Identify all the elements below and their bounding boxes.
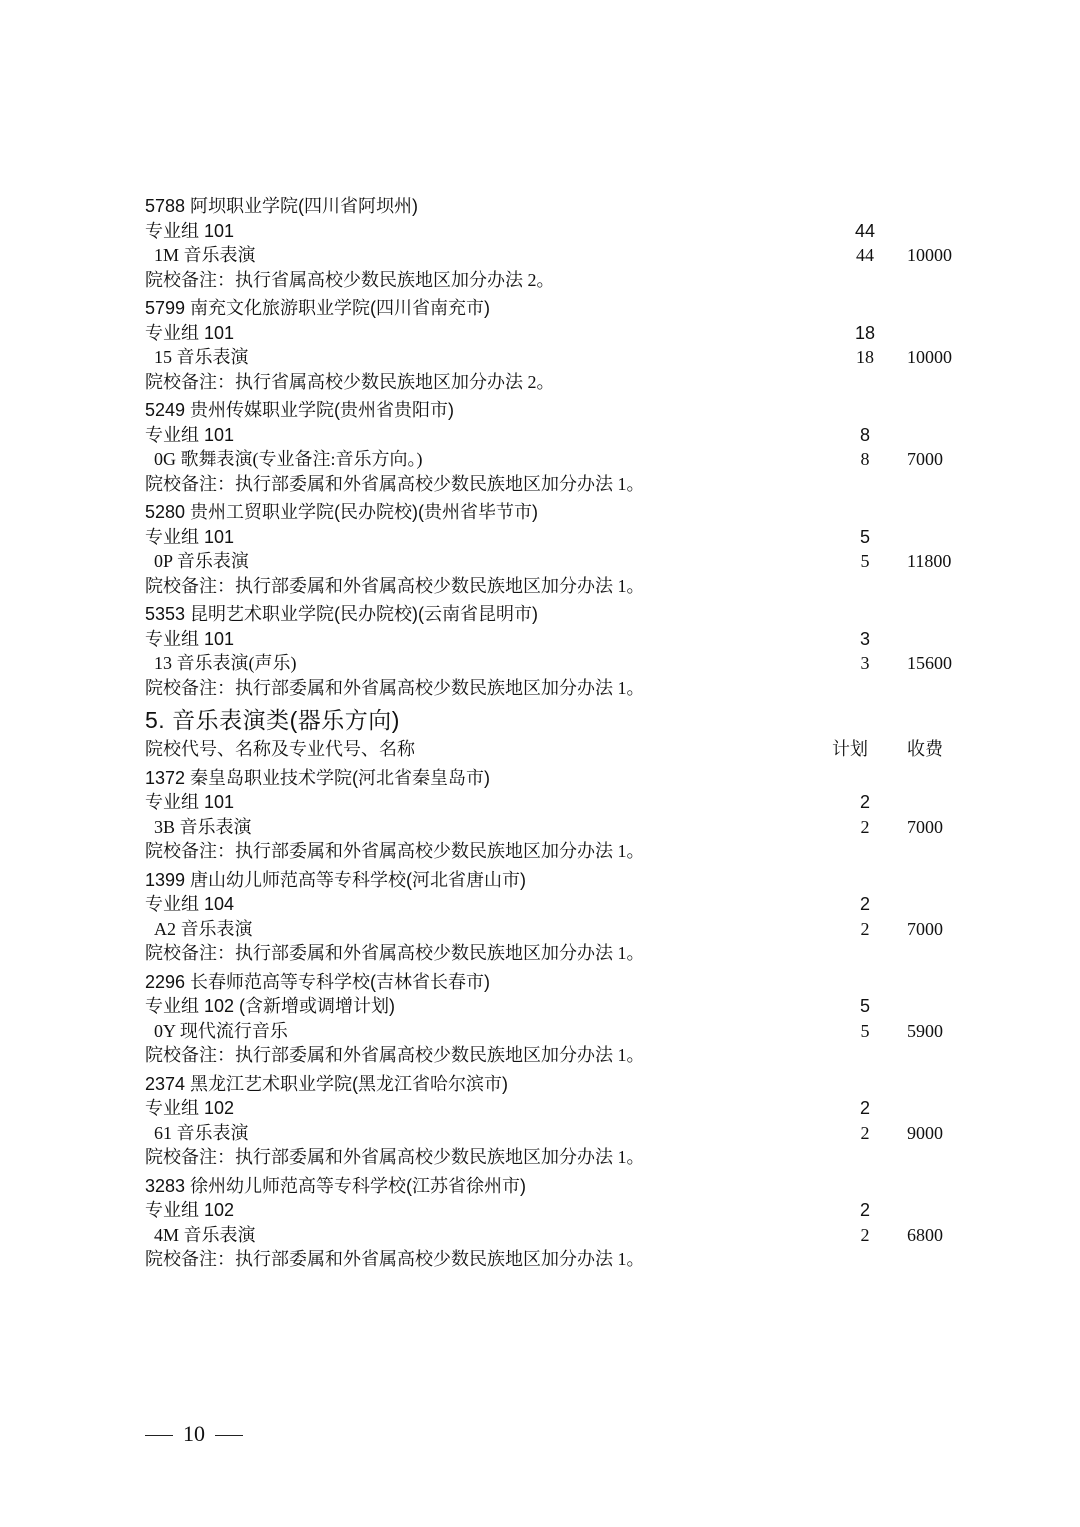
school-line <box>145 766 975 791</box>
note-line <box>145 268 975 293</box>
major-plan: 2 <box>860 1122 870 1143</box>
column-fee-header: 收费 <box>907 739 943 759</box>
major-name: A2 音乐表演 <box>154 918 253 939</box>
major-name: 3B 音乐表演 <box>154 816 252 837</box>
school-line <box>145 868 975 893</box>
group-line <box>145 892 975 917</box>
group-plan: 18 <box>854 322 876 343</box>
group-line <box>145 219 975 244</box>
group-line <box>145 790 975 815</box>
major-plan: 2 <box>860 918 870 939</box>
school-name: 5799 南充文化旅游职业学院(四川省南充市) <box>145 298 491 318</box>
group-line <box>145 321 975 346</box>
major-plan: 8 <box>860 449 870 469</box>
note-line <box>145 1145 975 1170</box>
group-name: 专业组 101 <box>145 424 235 445</box>
major-name: 61 音乐表演 <box>154 1122 249 1143</box>
major-line <box>145 549 975 574</box>
footer-dash-left <box>145 1435 173 1436</box>
school-name: 1399 唐山幼儿师范高等专科学校(河北省唐山市) <box>145 869 527 890</box>
school-name: 1372 秦皇岛职业技术学院(河北省秦皇岛市) <box>145 767 491 788</box>
note-line <box>145 676 975 701</box>
page-content <box>145 190 975 1272</box>
group-name: 专业组 102 (含新增或调增计划) <box>145 996 396 1016</box>
column-header <box>145 737 975 762</box>
school-line <box>145 500 975 525</box>
group-line <box>145 423 975 448</box>
major-fee: 5900 <box>907 1020 943 1041</box>
school-note: 院校备注：执行部委属和外省属高校少数民族地区加分办法 1。 <box>145 841 645 861</box>
major-fee: 7000 <box>907 449 943 469</box>
group-name: 专业组 101 <box>145 792 235 812</box>
school-name: 3283 徐州幼儿师范高等专科学校(江苏省徐州市) <box>145 1175 527 1196</box>
major-line <box>145 243 975 268</box>
school-note: 院校备注：执行省属高校少数民族地区加分办法 2。 <box>145 371 555 392</box>
major-name: 15 音乐表演 <box>154 347 249 367</box>
group-plan: 2 <box>859 894 870 914</box>
major-line <box>145 1121 975 1146</box>
major-name: 4M 音乐表演 <box>154 1224 256 1245</box>
major-plan: 5 <box>860 551 870 571</box>
school-note: 院校备注：执行部委属和外省属高校少数民族地区加分办法 1。 <box>145 1249 645 1269</box>
school-line <box>145 1174 975 1199</box>
major-line <box>145 345 975 370</box>
school-line <box>145 1072 975 1097</box>
note-line <box>145 370 975 395</box>
group-name: 专业组 101 <box>145 526 235 547</box>
major-line <box>145 815 975 840</box>
school-name: 5788 阿坝职业学院(四川省阿坝州) <box>145 196 419 216</box>
note-line <box>145 941 975 966</box>
major-fee: 7000 <box>907 816 943 837</box>
major-fee: 10000 <box>907 245 952 265</box>
major-line <box>145 447 975 472</box>
school-name: 2374 黑龙江艺术职业学院(黑龙江省哈尔滨市) <box>145 1073 509 1094</box>
major-fee: 6800 <box>907 1224 943 1245</box>
group-name: 专业组 102 <box>145 1098 235 1118</box>
school-name: 5280 贵州工贸职业学院(民办院校)(贵州省毕节市) <box>145 502 539 522</box>
major-name: 0G 歌舞表演(专业备注:音乐方向。) <box>154 449 423 469</box>
school-note: 院校备注：执行部委属和外省属高校少数民族地区加分办法 1。 <box>145 473 645 494</box>
major-plan: 2 <box>860 816 870 837</box>
major-name: 13 音乐表演(声乐) <box>154 653 297 673</box>
major-fee: 9000 <box>907 1122 943 1143</box>
section-title: 5. 音乐表演类(器乐方向) <box>145 707 400 733</box>
school-name: 5353 昆明艺术职业学院(民办院校)(云南省昆明市) <box>145 604 539 624</box>
group-name: 专业组 102 <box>145 1200 235 1220</box>
school-note: 院校备注：执行省属高校少数民族地区加分办法 2。 <box>145 269 555 290</box>
school-note: 院校备注：执行部委属和外省属高校少数民族地区加分办法 1。 <box>145 943 645 963</box>
note-line <box>145 1247 975 1272</box>
note-line <box>145 472 975 497</box>
major-line <box>145 1223 975 1248</box>
school-note: 院校备注：执行部委属和外省属高校少数民族地区加分办法 1。 <box>145 1147 645 1167</box>
school-line <box>145 296 975 321</box>
school-note: 院校备注：执行部委属和外省属高校少数民族地区加分办法 1。 <box>145 1045 645 1065</box>
group-name: 专业组 101 <box>145 628 235 649</box>
note-line <box>145 839 975 864</box>
page-footer <box>145 1418 243 1450</box>
column-name-header: 院校代号、名称及专业代号、名称 <box>145 739 415 759</box>
group-line <box>145 1096 975 1121</box>
note-line <box>145 574 975 599</box>
school-note: 院校备注：执行部委属和外省属高校少数民族地区加分办法 1。 <box>145 575 645 596</box>
major-plan: 2 <box>860 1224 870 1245</box>
major-fee: 10000 <box>907 347 952 367</box>
footer-dash-right <box>215 1435 243 1436</box>
major-line <box>145 917 975 942</box>
group-name: 专业组 104 <box>145 894 235 914</box>
major-plan: 5 <box>860 1020 870 1041</box>
group-line <box>145 1198 975 1223</box>
major-line <box>145 1019 975 1044</box>
major-plan: 18 <box>856 347 874 367</box>
major-plan: 3 <box>860 653 870 673</box>
group-plan: 5 <box>859 996 870 1016</box>
major-fee: 15600 <box>907 653 952 673</box>
group-plan: 5 <box>859 526 870 547</box>
major-name: 0P 音乐表演 <box>154 551 249 571</box>
group-name: 专业组 101 <box>145 220 235 241</box>
note-line <box>145 1043 975 1068</box>
major-line <box>145 651 975 676</box>
school-line <box>145 602 975 627</box>
group-plan: 2 <box>859 792 870 812</box>
group-plan: 2 <box>859 1200 870 1220</box>
group-plan: 3 <box>859 628 870 649</box>
school-line <box>145 970 975 995</box>
column-plan-header: 计划 <box>832 739 868 759</box>
school-line <box>145 194 975 219</box>
major-plan: 44 <box>856 245 874 265</box>
major-name: 0Y 现代流行音乐 <box>154 1020 288 1041</box>
group-name: 专业组 101 <box>145 322 235 343</box>
major-name: 1M 音乐表演 <box>154 245 256 265</box>
group-plan: 2 <box>859 1098 870 1118</box>
school-note: 院校备注：执行部委属和外省属高校少数民族地区加分办法 1。 <box>145 677 645 698</box>
major-fee: 7000 <box>907 918 943 939</box>
school-line <box>145 398 975 423</box>
group-plan: 44 <box>854 220 876 241</box>
group-line <box>145 627 975 652</box>
group-plan: 8 <box>859 424 870 445</box>
school-name: 5249 贵州传媒职业学院(贵州省贵阳市) <box>145 400 455 420</box>
page-number: 10 <box>183 1421 205 1446</box>
group-line <box>145 994 975 1019</box>
group-line <box>145 525 975 550</box>
school-name: 2296 长春师范高等专科学校(吉林省长春市) <box>145 971 491 992</box>
major-fee: 11800 <box>907 551 952 571</box>
